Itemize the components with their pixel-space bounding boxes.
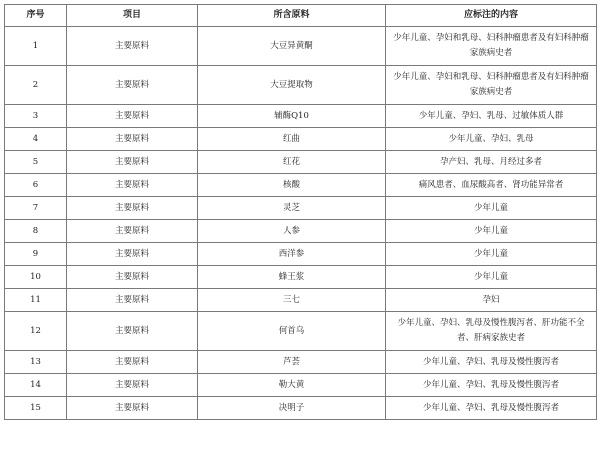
table-row (5, 289, 597, 312)
table-row (5, 266, 597, 289)
table-row (5, 128, 597, 151)
cell-item: 主要原料 (67, 197, 198, 220)
cell-ingredient: 红曲 (198, 128, 386, 151)
cell-item: 主要原料 (67, 128, 198, 151)
cell-no: 9 (5, 243, 67, 266)
table-row (5, 151, 597, 174)
table-row (5, 243, 597, 266)
header-ingredient: 所含原料 (198, 5, 386, 27)
cell-item: 主要原料 (67, 351, 198, 374)
cell-item: 主要原料 (67, 220, 198, 243)
table-row (5, 351, 597, 374)
cell-ingredient: 勒大黄 (198, 374, 386, 397)
cell-no: 10 (5, 266, 67, 289)
cell-item: 主要原料 (67, 151, 198, 174)
cell-item: 主要原料 (67, 266, 198, 289)
cell-item: 主要原料 (67, 312, 198, 351)
cell-no: 7 (5, 197, 67, 220)
table-row (5, 105, 597, 128)
cell-label-content: 痛风患者、血尿酸高者、肾功能异常者 (386, 174, 597, 197)
cell-label-content: 孕产妇、乳母、月经过多者 (386, 151, 597, 174)
cell-no: 13 (5, 351, 67, 374)
cell-label-content: 少年儿童 (386, 266, 597, 289)
cell-ingredient: 决明子 (198, 397, 386, 420)
cell-no: 12 (5, 312, 67, 351)
ingredient-warning-table (4, 4, 597, 420)
table-row (5, 220, 597, 243)
cell-label-content: 少年儿童、孕妇和乳母、妇科肿瘤患者及有妇科肿瘤家族病史者 (386, 66, 597, 105)
cell-item: 主要原料 (67, 27, 198, 66)
table-row (5, 66, 597, 105)
cell-item: 主要原料 (67, 105, 198, 128)
cell-ingredient: 大豆提取物 (198, 66, 386, 105)
cell-label-content: 少年儿童、孕妇、乳母及慢性腹泻者、肝功能不全者、肝病家族史者 (386, 312, 597, 351)
header-no: 序号 (5, 5, 67, 27)
cell-no: 8 (5, 220, 67, 243)
cell-label-content: 少年儿童、孕妇、乳母及慢性腹泻者 (386, 374, 597, 397)
cell-no: 4 (5, 128, 67, 151)
table-row (5, 374, 597, 397)
cell-ingredient: 西洋参 (198, 243, 386, 266)
cell-label-content: 少年儿童、孕妇、乳母、过敏体质人群 (386, 105, 597, 128)
cell-label-content: 少年儿童 (386, 220, 597, 243)
cell-ingredient: 红花 (198, 151, 386, 174)
cell-no: 15 (5, 397, 67, 420)
cell-ingredient: 芦荟 (198, 351, 386, 374)
cell-ingredient: 蜂王浆 (198, 266, 386, 289)
cell-item: 主要原料 (67, 66, 198, 105)
table-row (5, 197, 597, 220)
cell-ingredient: 核酸 (198, 174, 386, 197)
cell-label-content: 少年儿童 (386, 197, 597, 220)
cell-item: 主要原料 (67, 289, 198, 312)
table-row (5, 27, 597, 66)
header-item: 项目 (67, 5, 198, 27)
cell-label-content: 少年儿童、孕妇、乳母及慢性腹泻者 (386, 351, 597, 374)
cell-no: 14 (5, 374, 67, 397)
cell-label-content: 孕妇 (386, 289, 597, 312)
cell-label-content: 少年儿童、孕妇、乳母 (386, 128, 597, 151)
table-row (5, 397, 597, 420)
cell-ingredient: 大豆异黄酮 (198, 27, 386, 66)
cell-ingredient: 人参 (198, 220, 386, 243)
cell-item: 主要原料 (67, 243, 198, 266)
cell-no: 6 (5, 174, 67, 197)
cell-no: 1 (5, 27, 67, 66)
table-row (5, 312, 597, 351)
cell-item: 主要原料 (67, 174, 198, 197)
cell-label-content: 少年儿童、孕妇和乳母、妇科肿瘤患者及有妇科肿瘤家族病史者 (386, 27, 597, 66)
cell-ingredient: 灵芝 (198, 197, 386, 220)
cell-label-content: 少年儿童、孕妇、乳母及慢性腹泻者 (386, 397, 597, 420)
table-header-row (5, 5, 597, 27)
cell-no: 3 (5, 105, 67, 128)
cell-no: 5 (5, 151, 67, 174)
cell-ingredient: 辅酶Q10 (198, 105, 386, 128)
cell-item: 主要原料 (67, 374, 198, 397)
cell-label-content: 少年儿童 (386, 243, 597, 266)
cell-ingredient: 何首乌 (198, 312, 386, 351)
cell-item: 主要原料 (67, 397, 198, 420)
cell-ingredient: 三七 (198, 289, 386, 312)
cell-no: 2 (5, 66, 67, 105)
header-label-content: 应标注的内容 (386, 5, 597, 27)
cell-no: 11 (5, 289, 67, 312)
table-row (5, 174, 597, 197)
